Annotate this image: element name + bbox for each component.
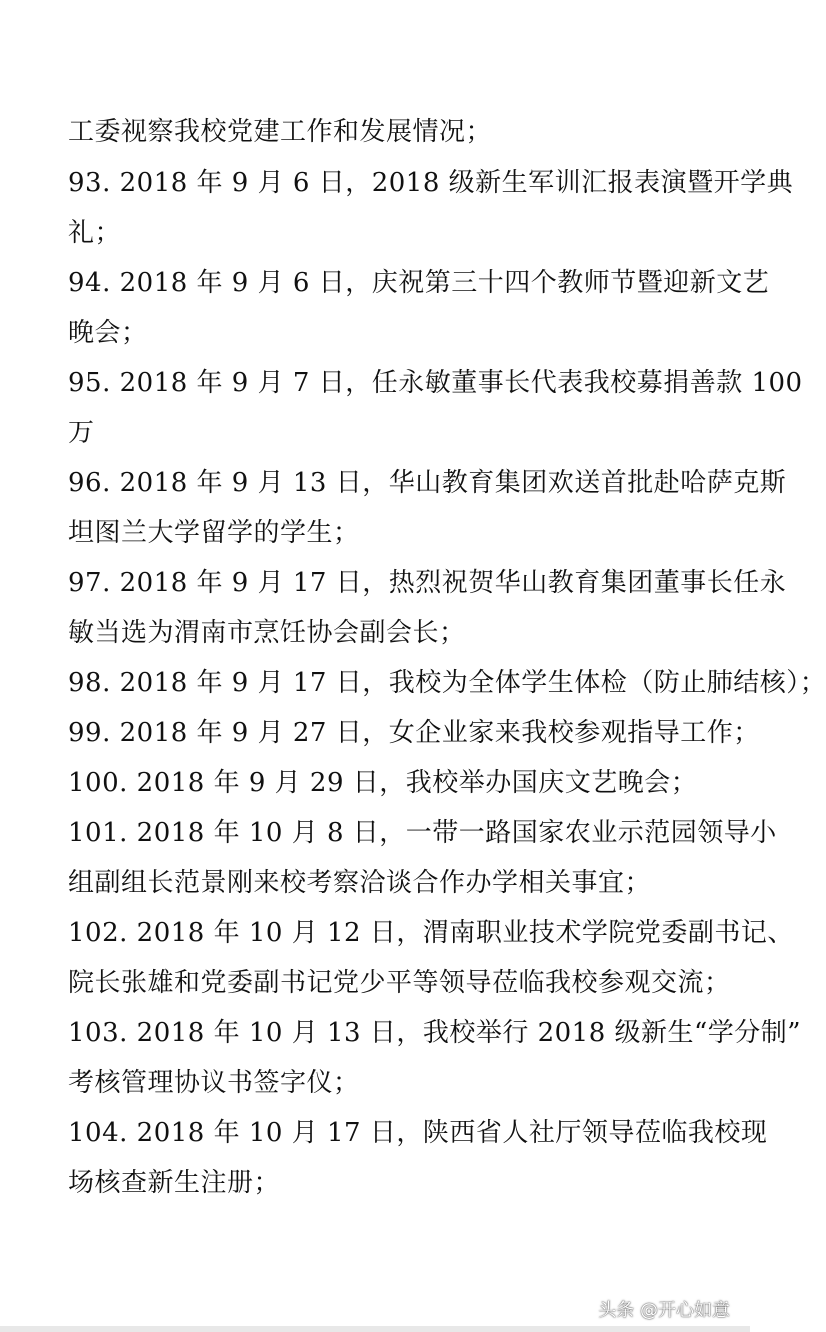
text-line: 103. 2018 年 10 月 13 日，我校举行 2018 级新生“学分制” <box>68 1018 802 1048</box>
text-line: 场核查新生注册； <box>68 1168 281 1198</box>
text-line: 100. 2018 年 9 月 29 日，我校举办国庆文艺晚会； <box>68 768 698 798</box>
text-line: 敏当选为渭南市烹饪协会副会长； <box>68 618 466 648</box>
bottom-strip <box>0 1326 750 1332</box>
text-line: 院长张雄和党委副书记党少平等领导莅临我校参观交流； <box>68 968 731 998</box>
text-line: 99. 2018 年 9 月 27 日，女企业家来我校参观指导工作； <box>68 718 760 748</box>
text-line: 考核管理协议书签字仪； <box>68 1068 360 1098</box>
text-line: 94. 2018 年 9 月 6 日，庆祝第三十四个教师节暨迎新文艺 <box>68 268 770 298</box>
text-line: 104. 2018 年 10 月 17 日，陕西省人社厅领导莅临我校现 <box>68 1118 768 1148</box>
text-line: 93. 2018 年 9 月 6 日，2018 级新生军训汇报表演暨开学典 <box>68 168 794 198</box>
text-line: 坦图兰大学留学的学生； <box>68 518 360 548</box>
text-line: 97. 2018 年 9 月 17 日，热烈祝贺华山教育集团董事长任永 <box>68 568 787 598</box>
text-line: 晚会； <box>68 318 148 348</box>
text-line: 96. 2018 年 9 月 13 日，华山教育集团欢送首批赴哈萨克斯 <box>68 468 787 498</box>
text-line: 101. 2018 年 10 月 8 日，一带一路国家农业示范园领导小 <box>68 818 777 848</box>
text-line: 95. 2018 年 9 月 7 日，任永敏董事长代表我校募捐善款 100 <box>68 368 803 398</box>
text-line: 组副组长范景刚来校考察洽谈合作办学相关事宜； <box>68 868 652 898</box>
watermark-text: 头条 @开心如意 <box>598 1300 730 1321</box>
text-line: 98. 2018 年 9 月 17 日，我校为全体学生体检（防止肺结核）； <box>68 668 826 698</box>
text-line: 礼； <box>68 218 122 248</box>
text-line: 万 <box>68 418 95 448</box>
text-line: 102. 2018 年 10 月 12 日，渭南职业技术学院党委副书记、 <box>68 918 794 948</box>
text-line: 工委视察我校党建工作和发展情况； <box>68 117 493 147</box>
